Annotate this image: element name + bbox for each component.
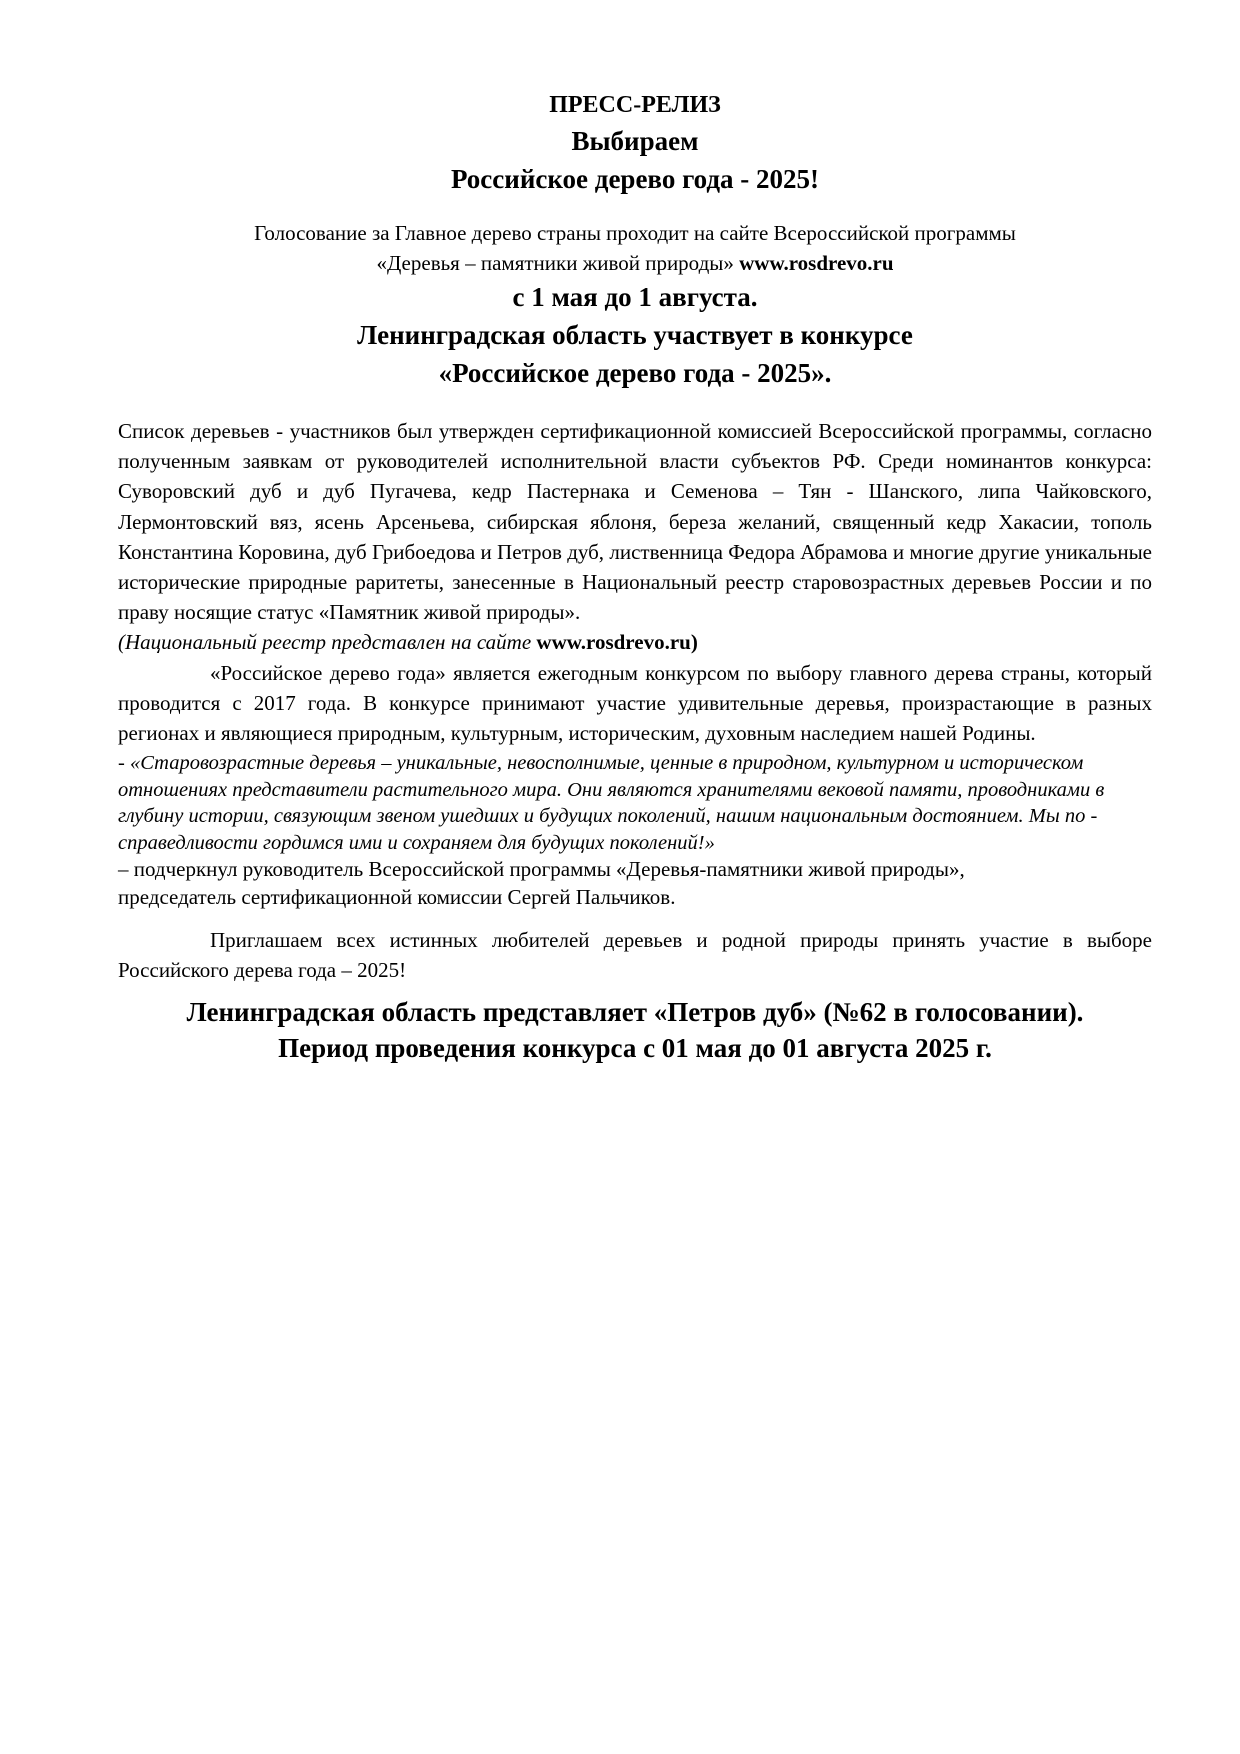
voting-site-link[interactable]: www.rosdrevo.ru (739, 251, 894, 275)
voting-line-1: Голосование за Главное дерево страны проходит на сайте Всероссийской программы (254, 221, 1016, 245)
closing-line-1: Ленинградская область представляет «Петров дуб» (№62 в голосовании). (186, 996, 1084, 1027)
voting-dates: с 1 мая до 1 августа. (512, 282, 758, 312)
press-release-label: ПРЕСС-РЕЛИЗ (549, 92, 721, 118)
voting-program-name: «Деревья – памятники живой природы» (376, 251, 740, 275)
invite-paragraph: Приглашаем всех истинных любителей деревьев и родной природы принять участие в выборе Российского дерева года – 2025! (118, 928, 1152, 983)
participants-paragraph: Список деревьев - участников был утвержден сертификационной комиссией Всероссийской программы, согласно полученным заявкам от руководителей исполнительной власти субъектов РФ. Среди номинантов конкурса: Суворовский дуб и дуб Пугачева, кедр Пастернака и Семенова – Тян - Шанского, липа Чайковского, Лермонтовский вяз, ясень Арсеньева, сибирская яблоня, береза желаний, священный кедр Хакасии, тополь Константина Коровина, дуб Грибоедова и Петров дуб, лиственница Федора Абрамова и многие другие уникальные исторические природные раритеты, занесенные в Национальный реестр старовозрастных деревьев России и по праву носящие статус «Памятник живой природы». (118, 419, 1152, 625)
title-line-2: Российское дерево года - 2025! (450, 164, 820, 194)
attribution-line-1: – подчеркнул руководитель Всероссийской программы «Деревья-памятники живой природы», (118, 857, 965, 882)
registry-note-text: (Национальный реестр представлен на сайте (118, 630, 537, 655)
attribution (118, 856, 1152, 911)
voting-info (118, 218, 1152, 278)
region-heading-line-2: «Российское дерево года - 2025». (438, 358, 832, 388)
closing-line-2: Период проведения конкурса с 01 мая до 01 августа 2025 г. (278, 1032, 992, 1063)
contest-paragraph: «Российское дерево года» является ежегодным конкурсом по выбору главного дерева страны, который проводится с 2017 года. В конкурсе принимают участие удивительные деревья, произрастающие в разных регионах и являющиеся природным, культурным, историческим, духовным наследием нашей Родины. (118, 660, 1152, 746)
press-release-document (118, 88, 1152, 1066)
voting-line-2 (118, 248, 1152, 278)
title-line-1: Выбираем (571, 126, 699, 156)
quote-paragraph: - «Старовозрастные деревья – уникальные, невосполнимые, ценные в природном, культурном и историческом отношениях представители растительного мира. Они являются хранителями вековой памяти, проводниками в глубину истории, связующим звеном ушедших и будущих поколений, нашим национальным достоянием. Мы по - справедливости гордимся ими и сохраняем для будущих поколений!» (118, 752, 1105, 854)
attribution-line-2: председатель сертификационной комиссии Сергей Пальчиков. (118, 884, 676, 909)
closing-statement (118, 994, 1152, 1066)
registry-note (118, 627, 1152, 657)
region-heading-line-1: Ленинградская область участвует в конкурсе (357, 320, 913, 350)
registry-site-link[interactable]: www.rosdrevo.ru) (536, 630, 698, 655)
